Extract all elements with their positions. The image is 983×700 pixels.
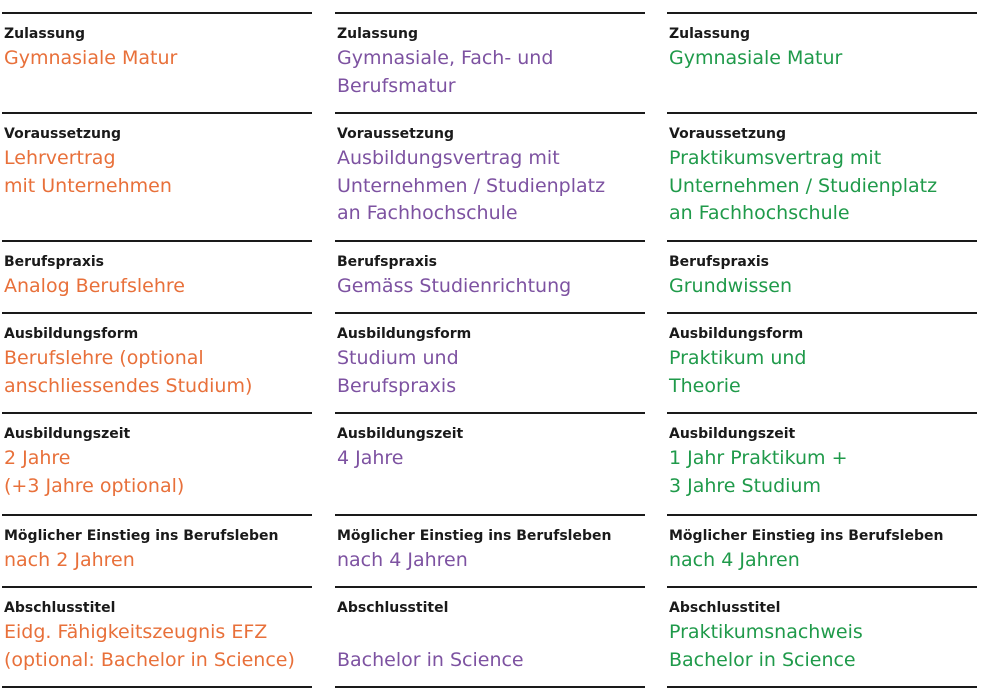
row-label: Zulassung bbox=[669, 26, 750, 42]
table-row bbox=[2, 412, 312, 514]
row-label: Möglicher Einstieg ins Berufsleben bbox=[337, 528, 612, 544]
row-label: Zulassung bbox=[4, 26, 85, 42]
row-label: Berufspraxis bbox=[669, 254, 769, 270]
value-line: (optional: Bachelor in Science) bbox=[4, 648, 295, 671]
value-line: Unternehmen / Studienplatz bbox=[669, 174, 938, 197]
row-value bbox=[669, 345, 806, 400]
row-label: Abschlusstitel bbox=[337, 600, 449, 616]
value-line: Studium und bbox=[337, 347, 459, 369]
row-value bbox=[669, 273, 792, 301]
row-value bbox=[4, 45, 177, 73]
table-row bbox=[335, 312, 645, 412]
table-row bbox=[667, 112, 977, 240]
value-line: nach 4 Jahren bbox=[337, 549, 468, 571]
row-label: Ausbildungszeit bbox=[4, 426, 131, 442]
value-line: Gymnasiale Matur bbox=[4, 47, 178, 69]
table-row bbox=[335, 12, 645, 112]
row-label: Berufspraxis bbox=[337, 254, 437, 270]
row-label: Berufspraxis bbox=[4, 254, 104, 270]
row-value bbox=[337, 345, 459, 400]
value-line: Bachelor in Science bbox=[669, 648, 856, 671]
value-line: Berufsmatur bbox=[337, 74, 456, 97]
table-row bbox=[667, 312, 977, 412]
bottom-divider bbox=[335, 686, 645, 688]
row-label: Ausbildungsform bbox=[4, 326, 139, 342]
value-line: 2 Jahre bbox=[4, 447, 71, 469]
value-line: anschliessendes Studium) bbox=[4, 374, 253, 397]
table-row bbox=[2, 240, 312, 312]
row-label: Voraussetzung bbox=[4, 126, 121, 142]
table-row bbox=[335, 240, 645, 312]
value-line: Gymnasiale, Fach- und bbox=[337, 47, 554, 69]
row-value bbox=[4, 345, 252, 400]
value-line: 4 Jahre bbox=[337, 447, 404, 469]
row-value bbox=[337, 547, 468, 575]
row-value bbox=[337, 647, 524, 675]
table-row bbox=[2, 12, 312, 112]
row-label: Voraussetzung bbox=[669, 126, 786, 142]
value-line: Bachelor in Science bbox=[337, 649, 524, 671]
value-line: Theorie bbox=[669, 374, 741, 397]
value-line: Praktikumsnachweis bbox=[669, 621, 863, 643]
row-value bbox=[337, 445, 404, 473]
row-value bbox=[4, 145, 172, 200]
table-row bbox=[2, 514, 312, 586]
value-line: Praktikumsvertrag mit bbox=[669, 147, 882, 169]
row-value bbox=[337, 273, 571, 301]
row-label: Ausbildungszeit bbox=[337, 426, 464, 442]
table-row bbox=[667, 240, 977, 312]
row-value bbox=[4, 547, 135, 575]
value-line: an Fachhochschule bbox=[337, 202, 518, 224]
value-line: Grundwissen bbox=[669, 275, 793, 297]
row-label: Ausbildungsform bbox=[669, 326, 804, 342]
value-line: Gemäss Studienrichtung bbox=[337, 275, 572, 297]
value-line: Praktikum und bbox=[669, 347, 807, 369]
bottom-divider bbox=[2, 686, 312, 688]
row-value bbox=[669, 445, 848, 500]
table-row bbox=[2, 586, 312, 686]
row-label: Voraussetzung bbox=[337, 126, 454, 142]
row-label: Möglicher Einstieg ins Berufsleben bbox=[4, 528, 279, 544]
table-row bbox=[335, 112, 645, 240]
value-line: (+3 Jahre optional) bbox=[4, 474, 185, 497]
row-label: Abschlusstitel bbox=[669, 600, 781, 616]
row-value bbox=[337, 145, 605, 228]
row-value bbox=[4, 445, 184, 500]
row-value bbox=[337, 45, 553, 100]
row-label: Zulassung bbox=[337, 26, 418, 42]
table-row bbox=[335, 412, 645, 514]
value-line: Gymnasiale Matur bbox=[669, 47, 843, 69]
table-row bbox=[2, 312, 312, 412]
value-line: an Fachhochschule bbox=[669, 202, 850, 224]
row-label: Abschlusstitel bbox=[4, 600, 116, 616]
value-line: Ausbildungsvertrag mit bbox=[337, 147, 560, 169]
value-line: Lehrvertrag bbox=[4, 147, 116, 169]
table-row bbox=[2, 112, 312, 240]
value-line: Unternehmen / Studienplatz bbox=[337, 174, 606, 197]
column-2 bbox=[335, 0, 645, 700]
row-value bbox=[669, 145, 937, 228]
table-row bbox=[667, 586, 977, 686]
value-line: nach 2 Jahren bbox=[4, 549, 135, 571]
table-row bbox=[335, 586, 645, 686]
value-line: 1 Jahr Praktikum + bbox=[669, 447, 848, 469]
table-row bbox=[667, 412, 977, 514]
row-label: Ausbildungszeit bbox=[669, 426, 796, 442]
value-line: Berufslehre (optional bbox=[4, 347, 204, 369]
row-label: Möglicher Einstieg ins Berufsleben bbox=[669, 528, 944, 544]
table-row bbox=[667, 12, 977, 112]
bottom-divider bbox=[667, 686, 977, 688]
column-1 bbox=[2, 0, 312, 700]
row-value bbox=[669, 547, 800, 575]
row-value bbox=[4, 619, 295, 674]
value-line: mit Unternehmen bbox=[4, 174, 172, 197]
value-line: nach 4 Jahren bbox=[669, 549, 800, 571]
value-line: Berufspraxis bbox=[337, 374, 457, 397]
row-value bbox=[4, 273, 185, 301]
column-3 bbox=[667, 0, 977, 700]
row-label: Ausbildungsform bbox=[337, 326, 472, 342]
table-row bbox=[335, 514, 645, 586]
row-value bbox=[669, 45, 842, 73]
value-line: 3 Jahre Studium bbox=[669, 474, 821, 497]
row-value bbox=[669, 619, 863, 674]
table-row bbox=[667, 514, 977, 586]
value-line: Analog Berufslehre bbox=[4, 275, 185, 297]
value-line: Eidg. Fähigkeitszeugnis EFZ bbox=[4, 621, 268, 643]
